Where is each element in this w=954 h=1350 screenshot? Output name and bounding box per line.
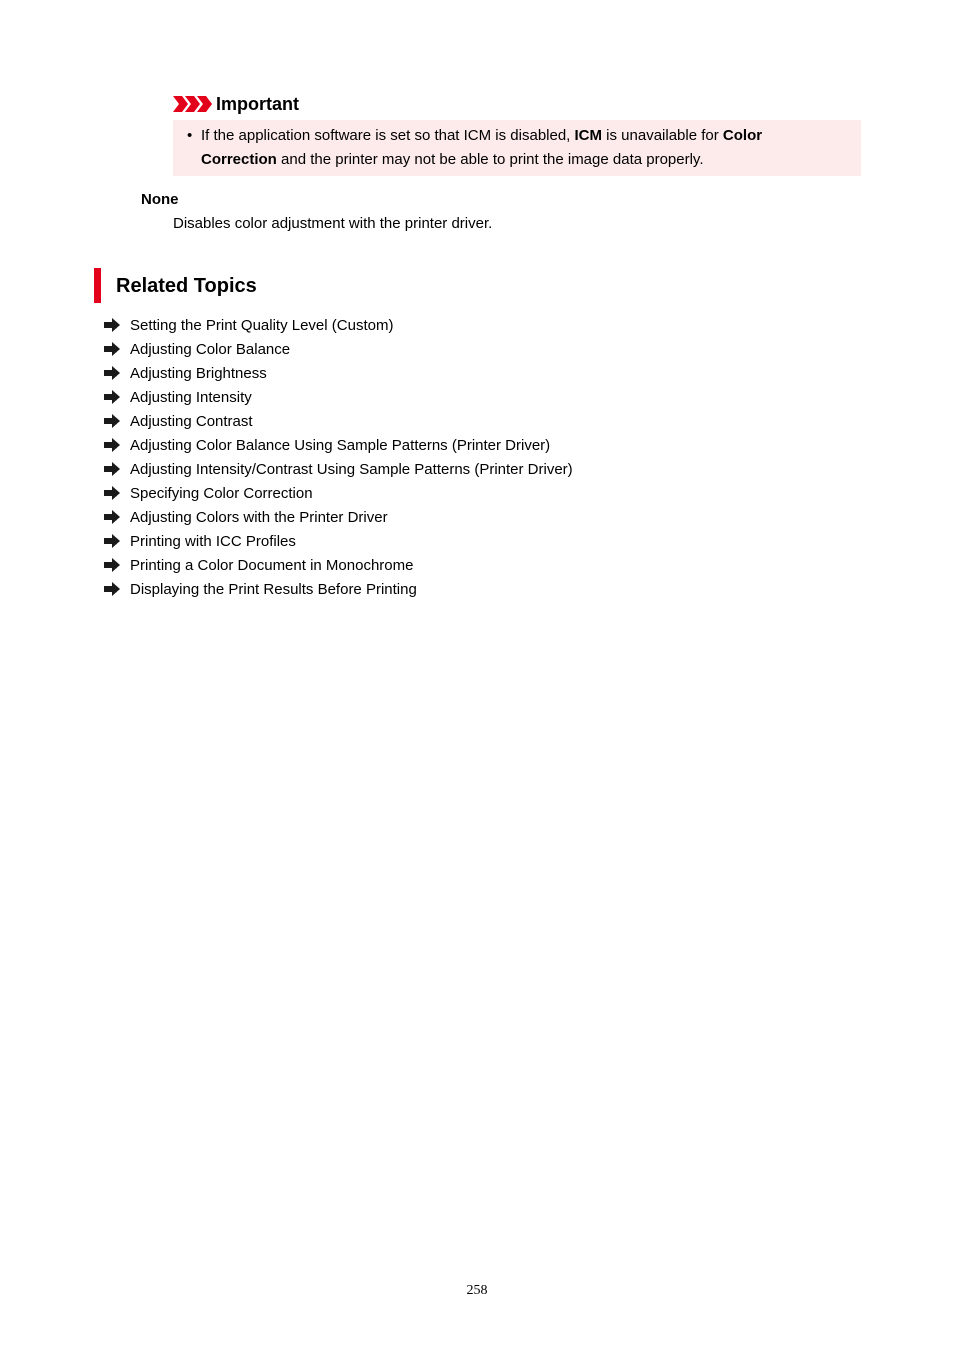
important-text-1: If the application software is set so that ICM is disabled, [201, 127, 575, 144]
important-title: Important [216, 93, 299, 114]
related-topic-label[interactable]: Adjusting Brightness [130, 364, 267, 382]
bullet: • [187, 127, 193, 144]
related-topic-link[interactable] [104, 481, 573, 505]
related-topic-label[interactable]: Adjusting Colors with the Printer Driver [130, 508, 388, 526]
related-topic-link[interactable] [104, 313, 573, 337]
related-topic-label[interactable]: Setting the Print Quality Level (Custom) [130, 316, 394, 334]
related-topic-label[interactable]: Specifying Color Correction [130, 484, 313, 502]
related-topic-link[interactable] [104, 337, 573, 361]
arrow-right-icon [104, 534, 120, 548]
related-topic-link[interactable] [104, 553, 573, 577]
related-topic-label[interactable]: Adjusting Intensity/Contrast Using Sample Patterns (Printer Driver) [130, 460, 573, 478]
arrow-right-icon [104, 462, 120, 476]
related-topic-label[interactable]: Adjusting Contrast [130, 412, 253, 430]
related-topic-link[interactable] [104, 577, 573, 601]
important-bold-color-correction: Color Correction [201, 127, 763, 168]
related-topic-link[interactable] [104, 457, 573, 481]
arrow-right-icon [104, 558, 120, 572]
related-topic-link[interactable] [104, 505, 573, 529]
related-topic-link[interactable] [104, 409, 573, 433]
related-topic-label[interactable]: Adjusting Color Balance Using Sample Patterns (Printer Driver) [130, 436, 551, 454]
arrow-right-icon [104, 582, 120, 596]
arrow-right-icon [104, 438, 120, 452]
arrow-right-icon [104, 366, 120, 380]
related-topic-link[interactable] [104, 385, 573, 409]
term-none-description: Disables color adjustment with the printer driver. [173, 215, 493, 232]
important-bold-icm: ICM [574, 127, 603, 144]
arrow-right-icon [104, 486, 120, 500]
important-box [173, 120, 861, 176]
important-chevrons-icon [173, 96, 213, 112]
arrow-right-icon [104, 390, 120, 404]
related-topic-link[interactable] [104, 433, 573, 457]
related-topic-link[interactable] [104, 529, 573, 553]
arrow-right-icon [104, 318, 120, 332]
related-topic-label[interactable]: Printing a Color Document in Monochrome [130, 556, 414, 574]
related-topic-label[interactable]: Adjusting Color Balance [130, 340, 291, 358]
related-topic-link[interactable] [104, 361, 573, 385]
related-topic-label[interactable]: Displaying the Print Results Before Printing [130, 580, 417, 598]
important-header [173, 92, 299, 116]
page-number: 258 [466, 1283, 488, 1298]
arrow-right-icon [104, 510, 120, 524]
arrow-right-icon [104, 342, 120, 356]
related-topics-title: Related Topics [116, 275, 257, 297]
arrow-right-icon [104, 414, 120, 428]
important-item [187, 124, 841, 172]
important-text-2: is unavailable for [602, 127, 723, 144]
related-topic-label[interactable]: Printing with ICC Profiles [130, 532, 296, 550]
important-text-3: and the printer may not be able to print the image data properly. [276, 151, 704, 168]
section-accent-bar [94, 268, 101, 303]
related-topics-list [104, 313, 573, 601]
related-topic-label[interactable]: Adjusting Intensity [130, 388, 252, 406]
term-none: None [141, 191, 179, 208]
